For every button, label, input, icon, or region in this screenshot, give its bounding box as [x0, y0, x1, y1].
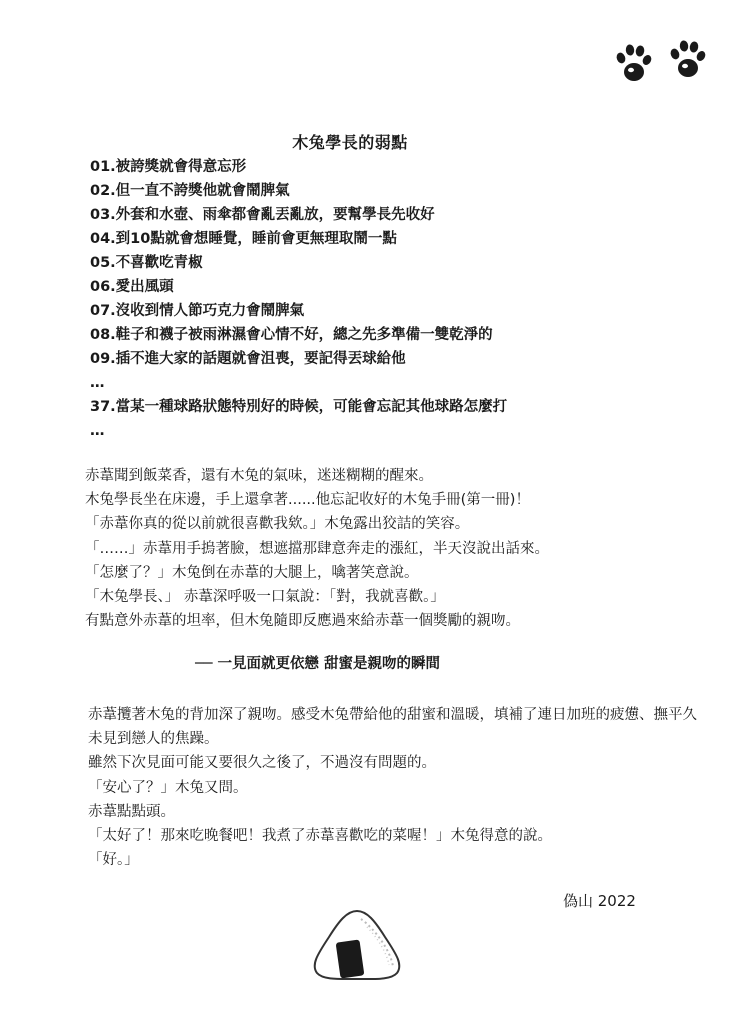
- list-item: 04.到10點就會想睡覺，睡前會更無理取鬧一點: [90, 231, 397, 247]
- paragraph: 「太好了！那來吃晚餐吧！我煮了赤葦喜歡吃的菜喔！」木兔得意的說。: [88, 828, 552, 845]
- paragraph: 「好。」: [88, 852, 139, 869]
- weakness-list: [90, 155, 710, 443]
- paragraph: 赤葦攬著木兔的背加深了親吻。感受木兔帶給他的甜蜜和溫暖，填補了連日加班的疲憊、撫平久未見到戀人的焦躁。: [88, 707, 697, 748]
- page-title: 木兔學長的弱點: [292, 133, 408, 152]
- list-ellipsis: …: [90, 375, 105, 391]
- list-item: 06.愛出風頭: [90, 279, 174, 295]
- paw-print-icon: [669, 40, 707, 77]
- list-item: 05.不喜歡吃青椒: [90, 255, 203, 271]
- list-item: 01.被誇獎就會得意忘形: [90, 159, 247, 175]
- paragraph: 赤葦聞到飯菜香，還有木兔的氣味，迷迷糊糊的醒來。: [85, 468, 433, 484]
- list-item: 07.沒收到情人節巧克力會鬧脾氣: [90, 303, 305, 319]
- paragraph: 木兔學長坐在床邊，手上還拿著......他忘記收好的木兔手冊(第一冊)！: [85, 492, 530, 509]
- paragraph: 雖然下次見面可能又要很久之後了，不過沒有問題的。: [88, 755, 436, 772]
- paragraph: 「赤葦你真的從以前就很喜歡我欸。」木兔露出狡詰的笑容。: [85, 516, 470, 533]
- story-part-2: [60, 703, 700, 872]
- list-item: 08.鞋子和襪子被雨淋濕會心情不好，總之先多準備一雙乾淨的: [90, 327, 493, 343]
- list-item: 02.但一直不誇獎他就會鬧脾氣: [90, 183, 290, 199]
- paragraph: 「……」赤葦用手摀著臉，想遮擋那肆意奔走的漲紅，半天沒說出話來。: [85, 540, 549, 557]
- chapter-title: ── 一見面就更依戀 甜蜜是親吻的瞬間: [195, 656, 441, 672]
- paragraph: 有點意外赤葦的坦率，但木兔隨即反應過來給赤葦一個獎勵的親吻。: [85, 613, 520, 630]
- list-item: 03.外套和水壺、雨傘都會亂丟亂放，要幫學長先收好: [90, 207, 435, 223]
- list-item: 37.當某一種球路狀態特別好的時候，可能會忘記其他球路怎麼打: [90, 399, 508, 415]
- story-part-1: [85, 464, 705, 633]
- list-item: 09.插不進大家的話題就會沮喪，要記得丟球給他: [90, 351, 406, 367]
- paragraph: 赤葦點點頭。: [88, 803, 175, 820]
- onigiri-icon: [305, 905, 409, 983]
- paw-print-icon: [615, 44, 653, 81]
- paw-prints-icon: [612, 40, 712, 86]
- paragraph: 「安心了？」木兔又問。: [88, 779, 248, 796]
- paragraph: 「木兔學長、」 赤葦深呼吸一口氣說：「對，我就喜歡。」: [85, 589, 445, 606]
- author-signature: 偽山 2022: [563, 892, 636, 910]
- list-ellipsis: …: [90, 423, 105, 439]
- paragraph: 「怎麼了？」木兔倒在赤葦的大腿上，噙著笑意說。: [85, 564, 419, 581]
